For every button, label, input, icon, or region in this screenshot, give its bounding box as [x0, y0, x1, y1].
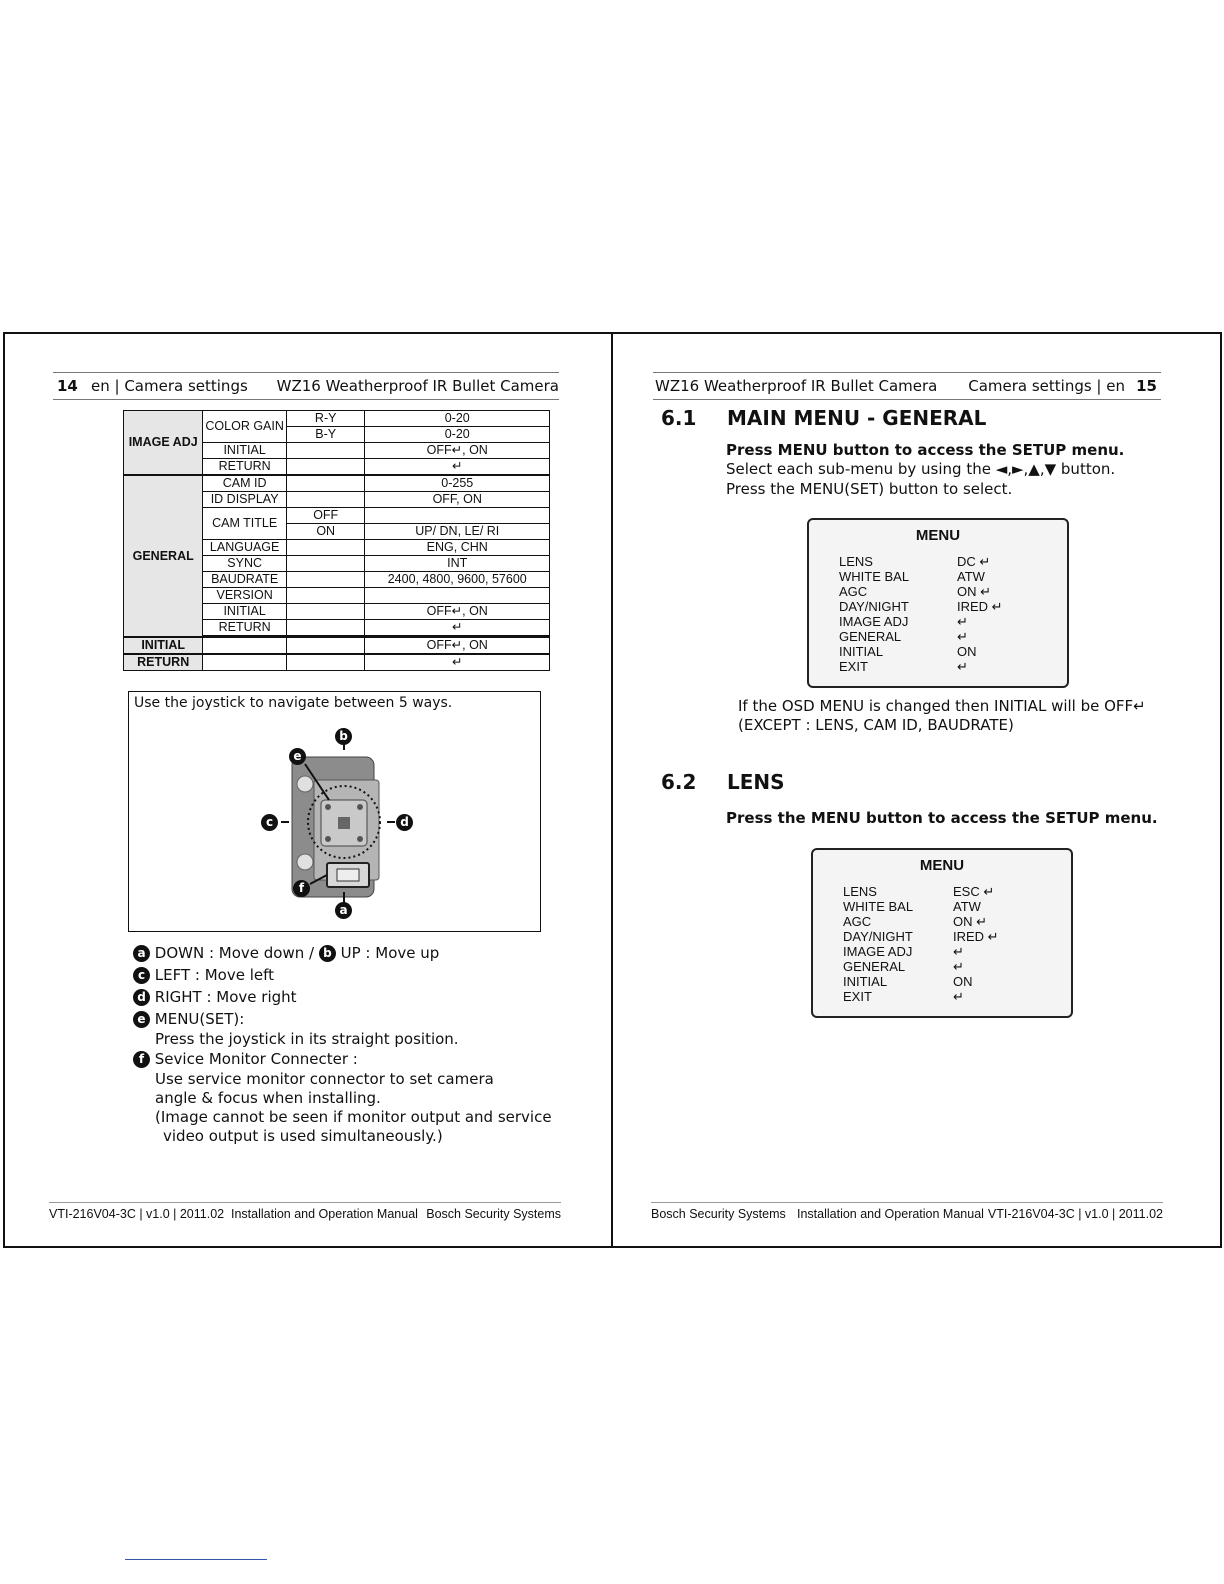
- item-cam-id: CAM ID: [203, 475, 287, 492]
- menu-row: GENERAL ↵: [843, 959, 964, 974]
- badge-d: d: [396, 814, 413, 831]
- badge-a: a: [335, 902, 352, 919]
- menu-row: EXIT ↵: [839, 659, 968, 674]
- item-cam-title: CAM TITLE: [203, 508, 287, 540]
- item-ry: R-Y: [286, 411, 365, 427]
- item-cam-title-on: ON: [286, 524, 365, 540]
- joystick-legend: [133, 942, 552, 1146]
- left-footer: [49, 1202, 561, 1223]
- value-return: ↵: [365, 459, 550, 476]
- menu-row: INITIAL ON: [839, 644, 977, 659]
- menu-row: INITIAL ON: [843, 974, 973, 989]
- group-general: GENERAL: [124, 475, 203, 637]
- group-image-adj: IMAGE ADJ: [124, 411, 203, 476]
- value-cam-id: 0-255: [365, 475, 550, 492]
- menu-row: LENS ESC ↵: [843, 884, 995, 899]
- menu-row: WHITE BAL ATW: [843, 899, 981, 914]
- menu-row: WHITE BAL ATW: [839, 569, 985, 584]
- header-title: WZ16 Weatherproof IR Bullet Camera: [655, 377, 938, 395]
- menu-row: GENERAL ↵: [839, 629, 968, 644]
- legend-badge-f: f: [133, 1051, 150, 1068]
- value-general-initial: OFF↵, ON: [365, 604, 550, 620]
- joystick-caption: Use the joystick to navigate between 5 ways.: [134, 695, 453, 711]
- legend-left: LEFT : Move left: [154, 966, 275, 984]
- right-footer: [651, 1202, 1163, 1223]
- s62-instruction-bold: Press the MENU button to access the SETUP menu.: [726, 809, 1158, 827]
- legend-menu-desc: Press the joystick in its straight position.: [155, 1030, 459, 1048]
- s61-line-2: Press the MENU(SET) button to select.: [726, 480, 1013, 498]
- value-top-return: ↵: [365, 654, 550, 671]
- joystick-figure: [128, 691, 541, 932]
- header-section: en | Camera settings: [91, 377, 248, 395]
- legend-right: RIGHT : Move right: [154, 988, 297, 1006]
- s61-note-1: If the OSD MENU is changed then INITIAL will be OFF↵: [738, 697, 1146, 715]
- item-sync: SYNC: [203, 556, 287, 572]
- item-id-display: ID DISPLAY: [203, 492, 287, 508]
- value-cam-title-on: UP/ DN, LE/ RI: [365, 524, 550, 540]
- osd-menu-general: [807, 518, 1069, 688]
- footer-company: Bosch Security Systems: [651, 1207, 786, 1221]
- osd-menu-lens: [811, 848, 1073, 1018]
- value-baudrate: 2400, 4800, 9600, 57600: [365, 572, 550, 588]
- legend-badge-c: c: [133, 967, 150, 984]
- s61-line-1: Select each sub-menu by using the ◄,►,▲,▼ button.: [726, 460, 1116, 478]
- footnote-rule: [125, 1559, 267, 1560]
- settings-table: [123, 410, 550, 671]
- menu-row: DAY/NIGHT IRED ↵: [843, 929, 999, 944]
- badge-b: b: [335, 728, 352, 745]
- page-number: 14: [57, 377, 78, 395]
- badge-e: e: [289, 748, 306, 765]
- legend-badge-d: d: [133, 989, 150, 1006]
- badge-f: f: [293, 880, 310, 897]
- value-general-return: ↵: [365, 620, 550, 636]
- footer-doc: VTI-216V04-3C | v1.0 | 2011.02: [49, 1207, 225, 1221]
- legend-service-3: (Image cannot be seen if monitor output and service: [155, 1108, 552, 1126]
- value-by: 0-20: [365, 427, 550, 443]
- right-header: [653, 372, 1161, 400]
- menu-title: MENU: [915, 527, 961, 544]
- header-title: WZ16 Weatherproof IR Bullet Camera: [276, 377, 559, 395]
- menu-row: IMAGE ADJ ↵: [843, 944, 964, 959]
- value-sync: INT: [365, 556, 550, 572]
- menu-title: MENU: [919, 857, 965, 874]
- legend-down: DOWN : Move down /: [154, 944, 315, 962]
- footer-company: Bosch Security Systems: [426, 1207, 561, 1221]
- badge-c: c: [261, 814, 278, 831]
- item-general-return: RETURN: [203, 620, 287, 636]
- right-page: [613, 332, 1221, 1248]
- legend-up: UP : Move up: [340, 944, 440, 962]
- value-top-initial: OFF↵, ON: [365, 637, 550, 654]
- left-page: [5, 332, 611, 1248]
- footer-manual: Installation and Operation Manual: [231, 1207, 418, 1221]
- legend-badge-b: b: [319, 945, 336, 962]
- item-version: VERSION: [203, 588, 287, 604]
- menu-row: IMAGE ADJ ↵: [839, 614, 968, 629]
- group-initial: INITIAL: [124, 637, 203, 654]
- value-ry: 0-20: [365, 411, 550, 427]
- legend-menu: MENU(SET):: [154, 1010, 245, 1028]
- menu-row: AGC ON ↵: [839, 584, 992, 599]
- item-initial: INITIAL: [203, 443, 287, 459]
- legend-badge-a: a: [133, 945, 150, 962]
- joystick-diagram: [129, 692, 540, 931]
- value-initial: OFF↵, ON: [365, 443, 550, 459]
- item-baudrate: BAUDRATE: [203, 572, 287, 588]
- section-6-2-number: 6.2: [661, 770, 697, 794]
- item-return: RETURN: [203, 459, 287, 476]
- footer-manual: Installation and Operation Manual: [797, 1207, 984, 1221]
- value-language: ENG, CHN: [365, 540, 550, 556]
- left-header: [53, 372, 559, 400]
- group-return: RETURN: [124, 654, 203, 671]
- section-6-2-title: LENS: [727, 770, 785, 794]
- item-language: LANGUAGE: [203, 540, 287, 556]
- legend-badge-e: e: [133, 1011, 150, 1028]
- page-number: 15: [1136, 377, 1157, 395]
- s61-note-2: (EXCEPT : LENS, CAM ID, BAUDRATE): [738, 716, 1014, 734]
- legend-service-2: angle & focus when installing.: [155, 1089, 381, 1107]
- menu-row: EXIT ↵: [843, 989, 964, 1004]
- legend-service: Sevice Monitor Connecter :: [154, 1050, 358, 1068]
- menu-row: DAY/NIGHT IRED ↵: [839, 599, 1003, 614]
- value-id-display: OFF, ON: [365, 492, 550, 508]
- menu-row: LENS DC ↵: [839, 554, 991, 569]
- item-color-gain: COLOR GAIN: [203, 411, 287, 443]
- item-general-initial: INITIAL: [203, 604, 287, 620]
- s61-instruction-bold: Press MENU button to access the SETUP menu.: [726, 441, 1125, 459]
- legend-service-4: video output is used simultaneously.): [163, 1127, 443, 1145]
- legend-service-1: Use service monitor connector to set camera: [155, 1070, 494, 1088]
- section-6-1-title: MAIN MENU - GENERAL: [727, 406, 987, 430]
- menu-row: AGC ON ↵: [843, 914, 988, 929]
- item-cam-title-off: OFF: [286, 508, 365, 524]
- footer-doc: VTI-216V04-3C | v1.0 | 2011.02: [987, 1207, 1163, 1221]
- item-by: B-Y: [286, 427, 365, 443]
- header-section: Camera settings | en: [968, 377, 1125, 395]
- section-6-1-number: 6.1: [661, 406, 697, 430]
